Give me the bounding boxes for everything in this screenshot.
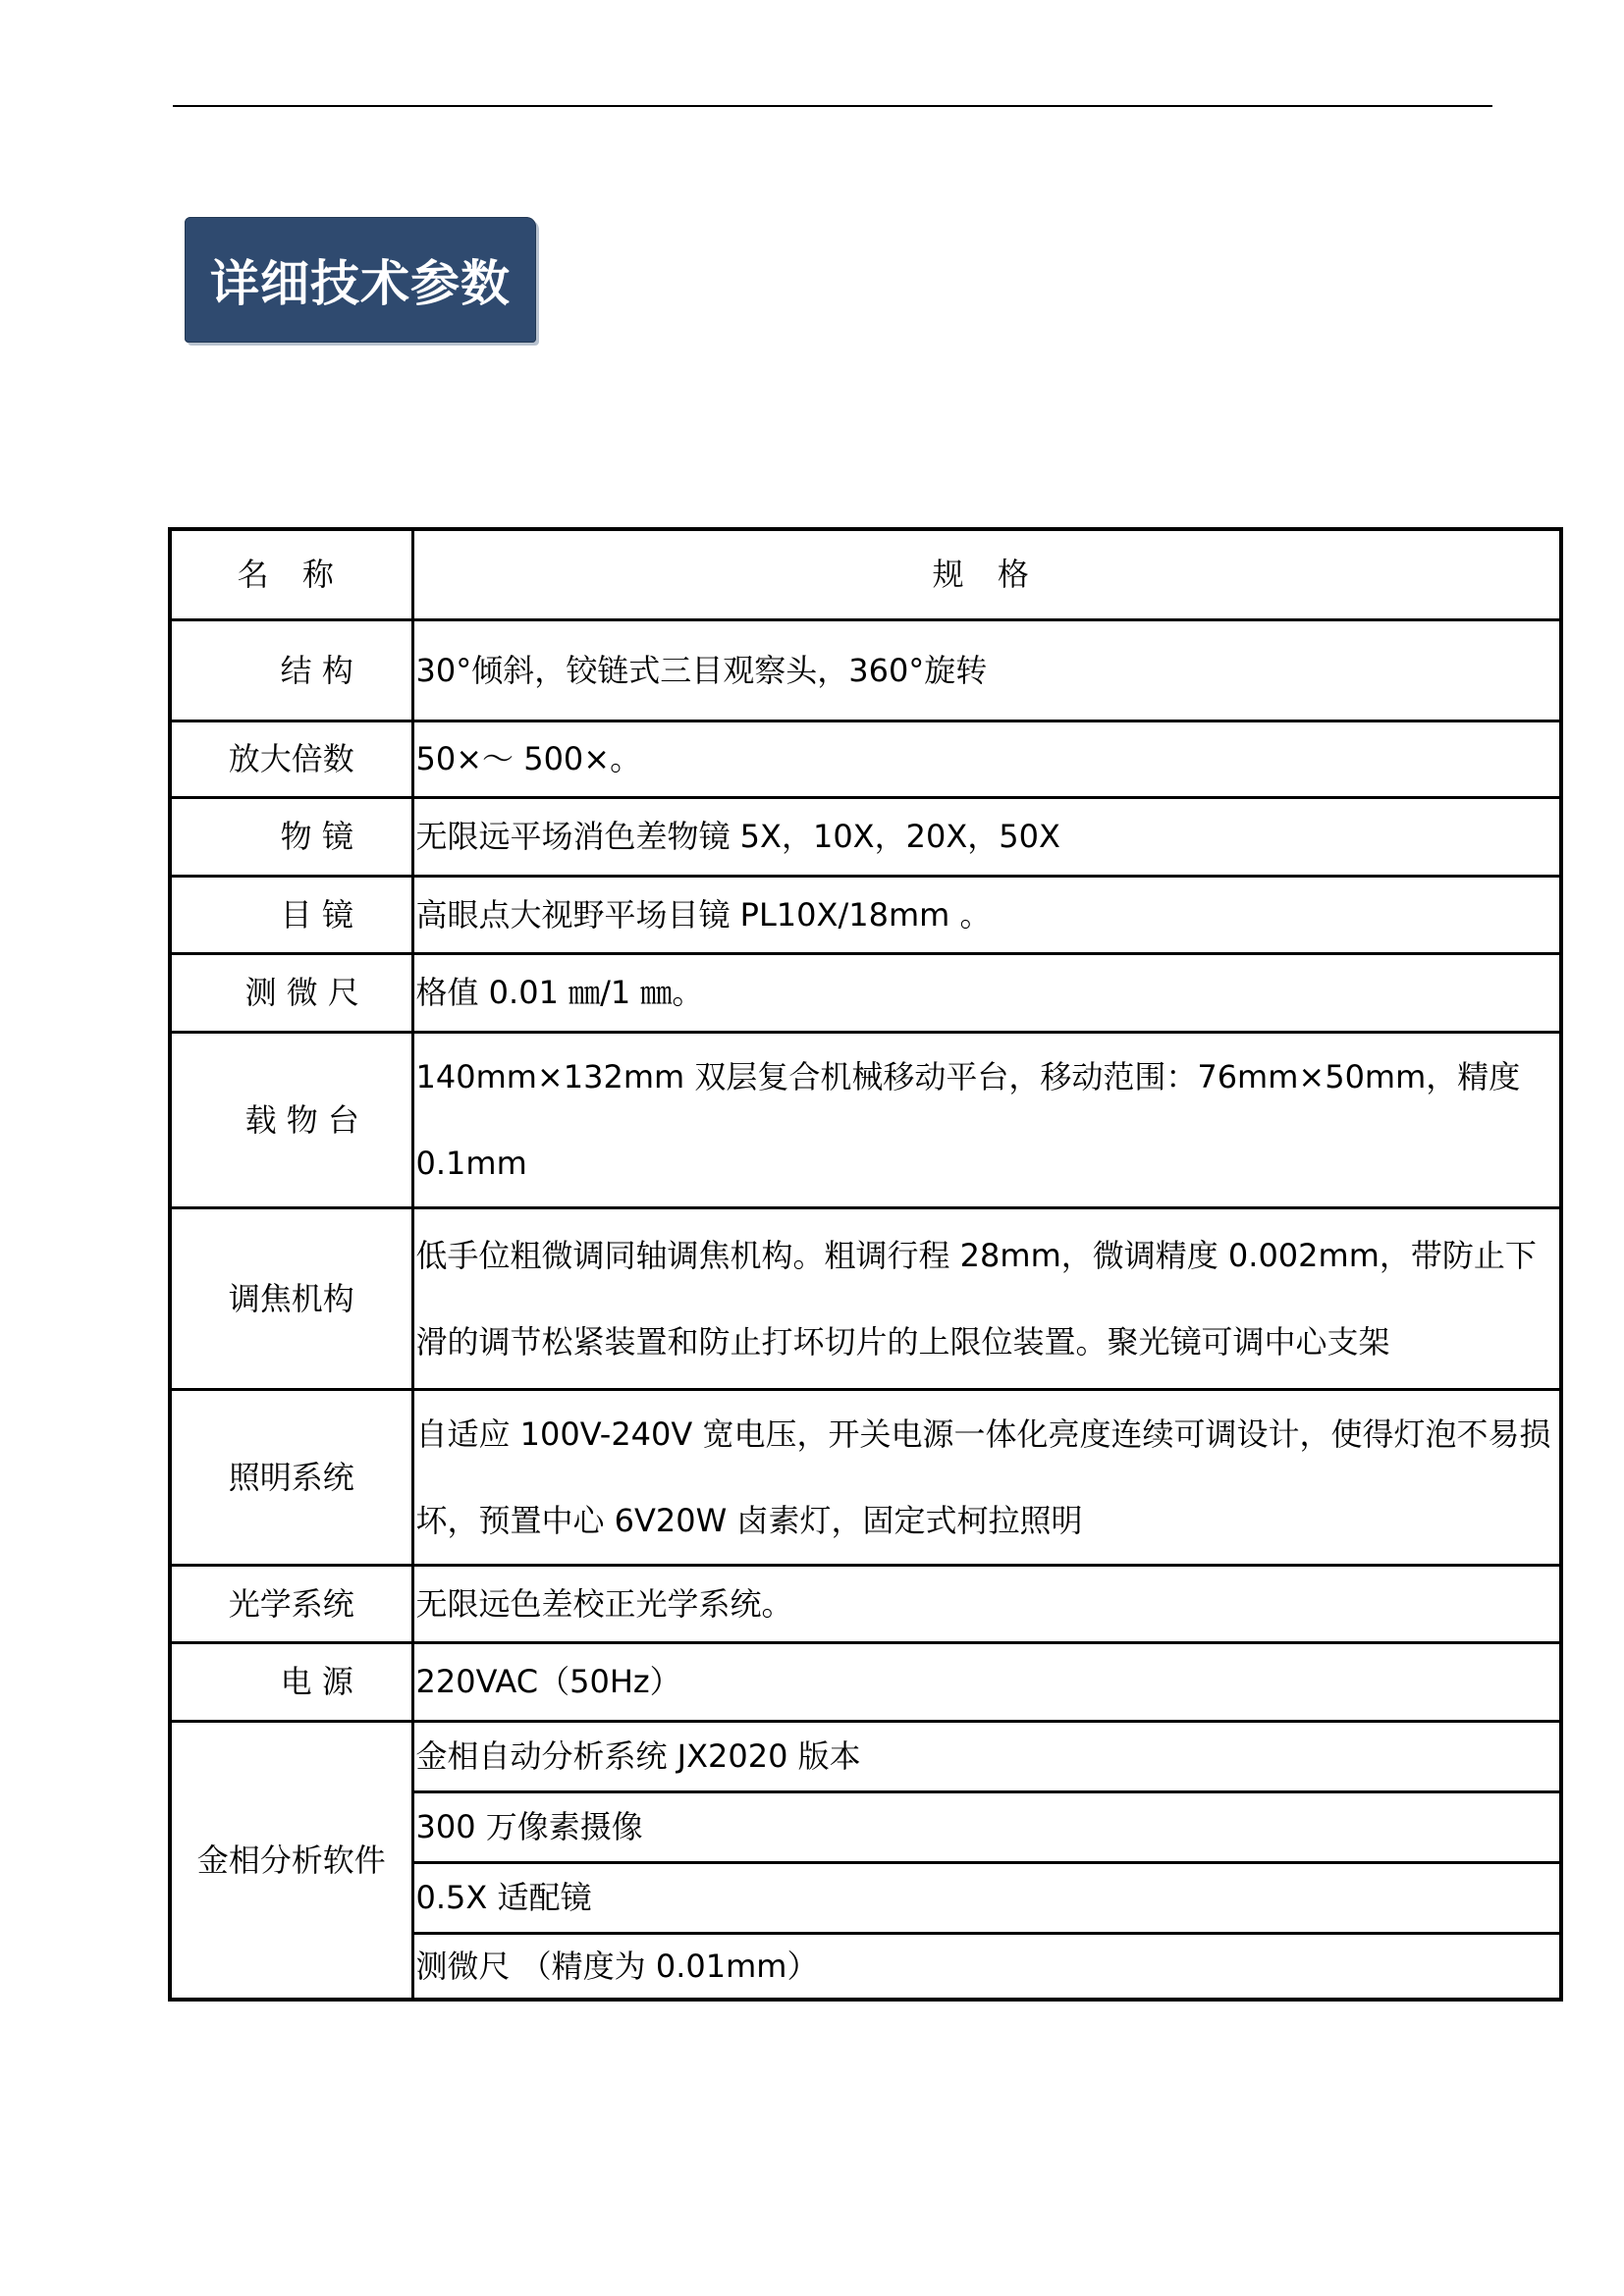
- software-row: [170, 1721, 1561, 1791]
- section-title-badge: [185, 217, 536, 343]
- row-name: 结 构: [170, 619, 412, 721]
- table-row: [170, 1032, 1561, 1207]
- header-spec-cell: 规 格: [412, 529, 1561, 619]
- table-row: [170, 797, 1561, 876]
- table-row: [170, 1565, 1561, 1642]
- row-name: 光学系统: [170, 1565, 412, 1642]
- table-row: [170, 876, 1561, 953]
- software-item: 300 万像素摄像: [412, 1791, 1561, 1862]
- row-name: 目 镜: [170, 876, 412, 953]
- software-name: 金相分析软件: [170, 1721, 412, 2000]
- row-value: 无限远平场消色差物镜 5X，10X，20X，50X: [412, 797, 1561, 876]
- row-value: 50×～ 500×。: [412, 721, 1561, 797]
- software-item: 0.5X 适配镜: [412, 1862, 1561, 1933]
- row-value: 格值 0.01 ㎜/1 ㎜。: [412, 953, 1561, 1032]
- row-value: 高眼点大视野平场目镜 PL10X/18mm 。: [412, 876, 1561, 953]
- row-value: 30°倾斜，铰链式三目观察头，360°旋转: [412, 619, 1561, 721]
- row-name: 测 微 尺: [170, 953, 412, 1032]
- row-value: 220VAC（50Hz）: [412, 1642, 1561, 1721]
- row-value: 无限远色差校正光学系统。: [412, 1565, 1561, 1642]
- software-item: 金相自动分析系统 JX2020 版本: [412, 1721, 1561, 1791]
- table-row: [170, 1389, 1561, 1565]
- row-value: 自适应 100V-240V 宽电压，开关电源一体化亮度连续可调设计，使得灯泡不易损坏，预置中心 6V20W 卤素灯，固定式柯拉照明: [412, 1389, 1561, 1565]
- table-row: [170, 1642, 1561, 1721]
- header-name-cell: 名 称: [170, 529, 412, 619]
- row-name: 放大倍数: [170, 721, 412, 797]
- row-value: 140mm×132mm 双层复合机械移动平台，移动范围：76mm×50mm，精度0.1mm: [412, 1032, 1561, 1207]
- software-item: 测微尺 （精度为 0.01mm）: [412, 1933, 1561, 2000]
- row-name: 电 源: [170, 1642, 412, 1721]
- row-name: 物 镜: [170, 797, 412, 876]
- table-row: [170, 1207, 1561, 1389]
- table-row: [170, 619, 1561, 721]
- row-name: 载 物 台: [170, 1032, 412, 1207]
- spec-table: [168, 527, 1563, 2002]
- header-rule: [173, 105, 1492, 107]
- table-row: [170, 721, 1561, 797]
- section-title: 详细技术参数: [210, 255, 511, 312]
- table-row: [170, 953, 1561, 1032]
- row-name: 照明系统: [170, 1389, 412, 1565]
- table-header-row: [170, 529, 1561, 619]
- row-value: 低手位粗微调同轴调焦机构。粗调行程 28mm，微调精度 0.002mm，带防止下滑的调节松紧装置和防止打坏切片的上限位装置。聚光镜可调中心支架: [412, 1207, 1561, 1389]
- row-name: 调焦机构: [170, 1207, 412, 1389]
